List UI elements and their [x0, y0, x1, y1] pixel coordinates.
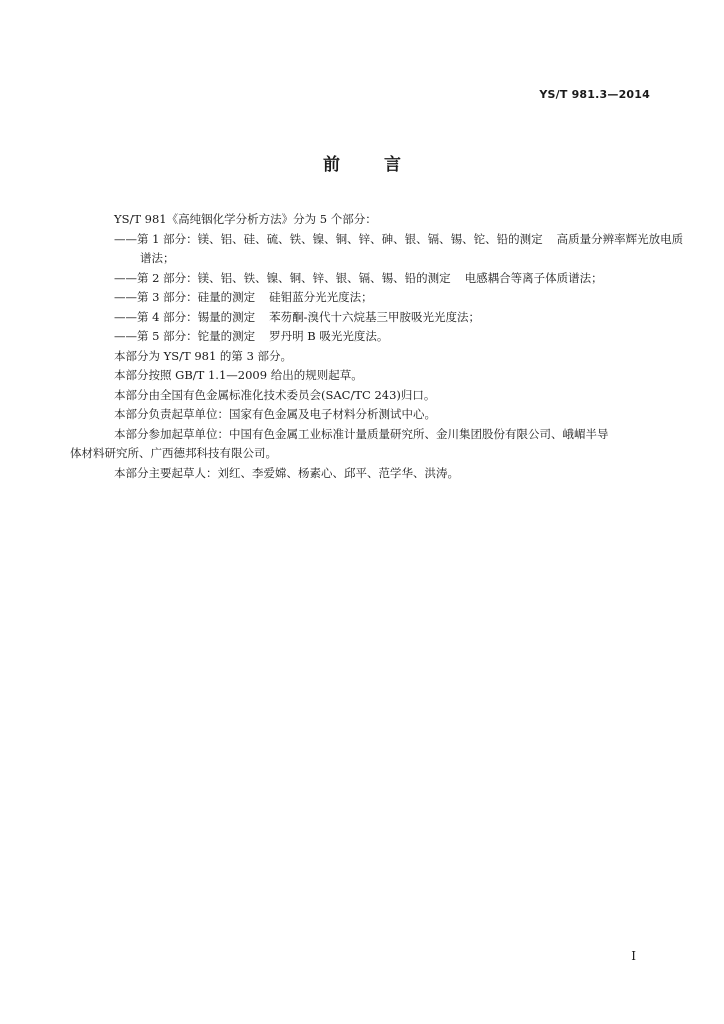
administration-paragraph: 本部分由全国有色金属标准化技术委员会(SAC/TC 243)归口。 [114, 387, 436, 402]
part-3-item [92, 288, 652, 308]
part-4-method: 苯芴酮-溴代十六烷基三甲胺吸光光度法； [269, 309, 481, 324]
part-5-item [92, 327, 652, 347]
intro-paragraph: YS/T 981《高纯铟化学分析方法》分为 5 个部分： [114, 212, 377, 226]
standard-code: YS/T 981.3—2014 [539, 88, 650, 101]
part-1-continuation: 谱法； [140, 251, 175, 265]
part-5-method: 罗丹明 B 吸光光度法。 [269, 329, 389, 343]
part-3-title: ——第 3 部分：硅量的测定 [114, 290, 256, 304]
part-1-item [92, 230, 684, 250]
responsible-unit-paragraph: 本部分负责起草单位：国家有色金属及电子材料分析测试中心。 [114, 407, 436, 421]
part-4-title: ——第 4 部分：锡量的测定 [114, 309, 256, 324]
part-2-item [92, 269, 652, 289]
participating-units-paragraph: 本部分参加起草单位：中国有色金属工业标准计量质量研究所、金川集团股份有限公司、峨嵋半导 [114, 426, 609, 441]
drafting-rules-paragraph: 本部分按照 GB/T 1.1—2009 给出的规则起草。 [114, 368, 363, 382]
drafters-paragraph: 本部分主要起草人：刘红、李爱嫦、杨素心、邱平、范学华、洪涛。 [114, 465, 459, 480]
part-2-title: ——第 2 部分：镁、铝、铁、镍、铜、锌、银、镉、锡、铅的测定 [114, 270, 451, 285]
part-1-title: ——第 1 部分：镁、铝、硅、硫、铁、镍、铜、锌、砷、银、镉、锡、铊、铅的测定 [114, 231, 543, 246]
part-3-method: 硅钼蓝分光光度法； [269, 290, 373, 304]
page-number: I [631, 949, 636, 963]
part-4-item [92, 308, 652, 328]
participating-units-continuation: 体材料研究所、广西德邦科技有限公司。 [70, 446, 277, 460]
part-5-title: ——第 5 部分：铊量的测定 [114, 329, 256, 343]
page-title: 前言 [323, 155, 445, 175]
part-2-method: 电感耦合等离子体质谱法； [464, 270, 603, 285]
this-part-paragraph: 本部分为 YS/T 981 的第 3 部分。 [114, 348, 293, 363]
foreword-body [70, 210, 684, 483]
part-1-method: 高质量分辨率辉光放电质 [556, 231, 684, 246]
